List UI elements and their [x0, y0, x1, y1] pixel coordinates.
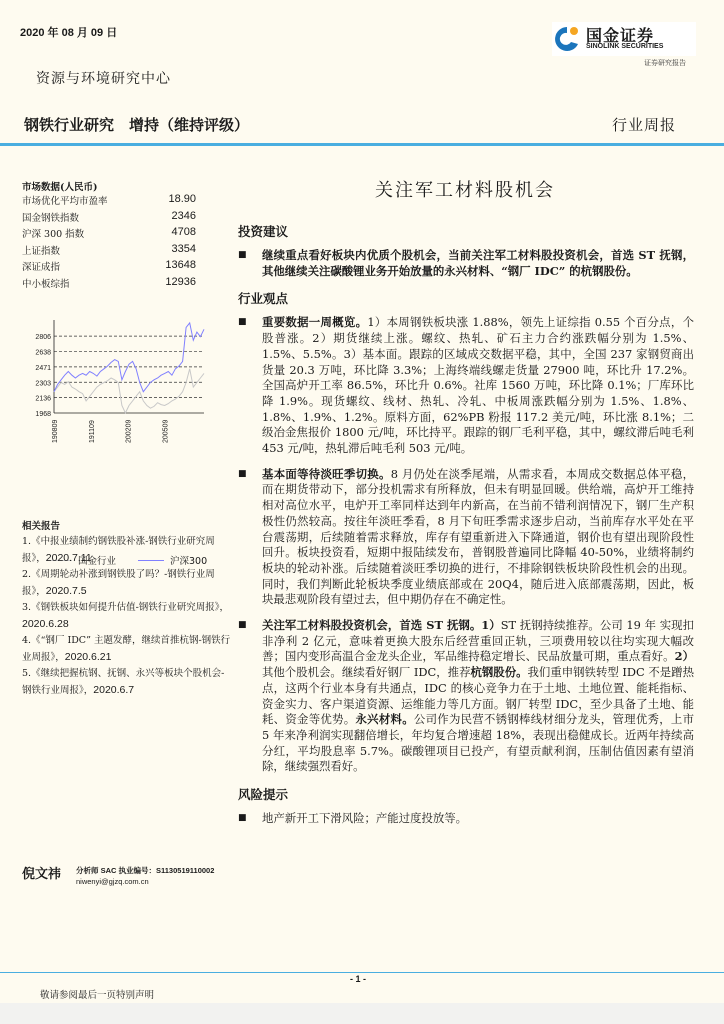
related-reports-title: 相关报告 [22, 521, 61, 532]
bold-text: 继续重点看好板块内优质个股机会，当前关注军工材料股投资机会，首选 ST 抚钢，其他继续关注碳酸锂业务开始放量的永兴材料、“钢厂 IDC” 的杭钢股份。 [262, 248, 694, 278]
report-date: 2020 年 08 月 09 日 [20, 27, 118, 39]
related-report-item[interactable]: 4.《“钢厂 IDC” 主题发酵，继续首推杭钢-钢铁行业周报》，2020.6.21 [22, 635, 231, 663]
index-line-chart [14, 318, 214, 468]
report-type: 行业周报 [612, 116, 677, 134]
logo-mark-icon [554, 24, 580, 54]
report-headline: 钢铁行业研究 增持（维持评级） [24, 116, 250, 134]
footer-divider [0, 972, 724, 973]
header-divider [0, 143, 724, 146]
related-report-item[interactable]: 1.《中报业绩制约钢铁股补涨-钢铁行业研究周报》，2020.7.11 [22, 536, 215, 564]
bullet-paragraph [238, 811, 694, 827]
body-text: 公司作为民营不锈钢棒线材细分龙头，管理优秀，上市 5 年来净利润实现翻倍增长，年均复合增速超 18%，表现出稳健成长。近两年持续高分红，平均股息率 5.7%。碳酸锂项目已投产，有望贡献利润，压制估值因素有望消除，继续强烈看好。 [262, 712, 694, 774]
research-center: 资源与环境研究中心 [36, 71, 171, 87]
y-tick-label: 2806 [35, 334, 51, 342]
body-text: 其他个股机会。继续看好钢厂 IDC，推荐 [262, 665, 471, 680]
bullet-paragraph [238, 248, 694, 279]
legend-label-hs300: 沪深300 [170, 556, 208, 567]
series-line-hs300 [54, 323, 204, 392]
body-text: 1）本周钢铁板块涨 1.88%，领先上证综指 0.55 个百分点，个股普涨。2）期货继续上涨。螺纹、热轧、矿石主力合约涨跌幅分别为 1.5%、1.5%、5.5%。3）基本面。跟踪的区域成交数据平稳，其中，全国 237 家钢贸商出货量 20.3 万吨，环比降 3.3%；上海终端线螺走货量 27900 吨，环比升 17.2%。全国高炉开工率 86.5%，环比升 0.6%。社库 1560 万吨，环比降 0.1%；厂库环比降 1.9%。现货螺纹、线材、热轧、冷轧、中板周涨跌幅分别为 1.5%、1.8%、1.8%、1.9%、1.2%。原料方面，62%PB 粉报 117.2 美元/吨，环比涨 8.1%；二级冶金焦报价 1800 元/吨，环比持平。跟踪的钢厂毛利平稳，其中，螺纹滞后吨毛利 453 元/吨，热轧滞后吨毛利 503 元/吨。 [262, 315, 694, 456]
disclaimer-note: 敬请参阅最后一页特别声明 [40, 990, 155, 1001]
x-tick-label: 200209 [125, 419, 133, 443]
body-text: 8 月仍处在淡季尾端，从需求看，本周成交数据总体平稳，而在期货带动下，部分投机需求有所释放，但未有明显回暖。供给端，高炉开工维持相对高位水平，电炉开工率同样达到年内新高，在当前不错利润情况下，钢厂生产积极性仍然较高。按往年淡旺季看，8 月下旬旺季需求逐步启动，当前库存水平处在平台震荡期，后续随着需求释放，库存有望重新进入下降通道，钢价也有望出现阶段性回升。板块投资看，短期中报陆续发布，普钢股普遍同比降幅 40-50%，业绩将制约板块的轮动补涨。后续随着淡旺季切换的进行，不排除钢铁板块阶段性机会的出现。同时，我们判断此轮板块季度业绩底部或在 20Q4，随后进入底部震荡期，因此，板块最悲观阶段有望过去，但中期仍存在不确定性。 [262, 466, 694, 607]
section-investment-advice: 投资建议 [238, 224, 289, 239]
bullet-square-icon: ■ [238, 620, 247, 631]
main-title: 关注军工材料股机会 [375, 180, 555, 201]
legend-label-industry: 国金行业 [78, 556, 117, 567]
author-name: 倪文祎 [22, 867, 62, 882]
bullet-square-icon: ■ [238, 813, 247, 824]
x-tick-label: 190809 [52, 419, 59, 443]
logo-subtitle: 证券研究报告 [644, 59, 686, 67]
market-data-row [22, 210, 196, 224]
bold-text: 关注军工材料股投资机会，首选 ST 抚钢。1） [262, 618, 501, 633]
market-data-row [22, 276, 196, 290]
related-report-item[interactable]: 2.《周期轮动补涨到钢铁股了吗？-钢铁行业周报》，2020.7.5 [22, 569, 215, 597]
market-data-label: 沪深 300 指数 [22, 229, 85, 240]
body-text: ST 抚钢持续推荐。公司 19 年 实现扣非净利 2 亿元，意味着更换大股东后经营重回正轨，三项费用较以往均实现大幅改善；国内变形高温合金龙头企业，军品维持稳定增长、民品放量可期，重点看好。 [262, 618, 694, 664]
bullet-paragraph [238, 618, 694, 775]
y-tick-label: 2136 [35, 395, 51, 403]
author-email[interactable]: niwenyi@gjzq.com.cn [76, 877, 149, 886]
market-data-row [22, 193, 196, 207]
body-text: 我们重申钢铁转型 IDC 不是蹭热点，这两个行业本身有共通点，IDC 的核心竞争力在于土地、土地位置、能耗指标、资金实力、客户渠道资源、运维能力等几方面。钢厂转型 IDC，至少具备了土地、能耗、资金等优势。 [262, 665, 694, 727]
bullet-square-icon: ■ [238, 468, 247, 479]
market-data-label: 市场优化平均市盈率 [22, 196, 108, 207]
market-data-value: 13648 [165, 259, 196, 271]
section-industry-view: 行业观点 [238, 291, 289, 307]
x-tick-label: 191109 [88, 420, 96, 443]
bullet-square-icon: ■ [238, 317, 247, 328]
related-reports-list [22, 534, 232, 699]
market-data-title: 市场数据(人民币) [22, 182, 98, 193]
market-data-row [22, 226, 196, 240]
market-data-label: 深证成指 [22, 262, 61, 273]
page-number: - 1 - [350, 974, 367, 984]
y-tick-label: 2471 [35, 364, 51, 372]
market-data-value: 18.90 [168, 193, 196, 205]
sinolink-logo [552, 22, 696, 56]
market-data-value: 2346 [171, 209, 196, 222]
market-data-row [22, 259, 196, 273]
market-data-row [22, 243, 196, 257]
related-report-item[interactable]: 5.《继续把握杭钢、抚钢、永兴等板块个股机会-钢铁行业周报》，2020.6.7 [22, 668, 225, 696]
market-data-value: 3354 [171, 242, 196, 255]
bold-text: 2） [674, 649, 694, 664]
bullet-paragraph [238, 467, 694, 608]
x-tick-label: 200509 [162, 419, 170, 443]
section-risk: 风险提示 [238, 787, 289, 803]
author-info [76, 865, 214, 887]
market-data-value: 4708 [171, 226, 196, 238]
market-data-value: 12936 [165, 275, 196, 288]
market-data-label: 国金钢铁指数 [22, 212, 80, 224]
bullet-paragraph [238, 315, 694, 456]
market-data-label: 上证指数 [22, 245, 61, 257]
main-content [238, 222, 694, 837]
y-tick-label: 2638 [35, 349, 51, 357]
series-line-industry [54, 369, 204, 413]
author-cert: 分析师 SAC 执业编号：S1130519110002 [76, 866, 215, 875]
bullet-square-icon: ■ [238, 250, 247, 260]
related-report-item[interactable]: 3.《钢铁板块如何提升估值-钢铁行业研究周报》，2020.6.28 [22, 602, 230, 630]
body-text: 地产新开工下滑风险；产能过度投放等。 [262, 811, 468, 826]
logo-text-cn: 国金证券 [586, 26, 655, 45]
bold-text: 杭钢股份。 [470, 665, 528, 680]
y-tick-label: 1968 [35, 411, 51, 418]
bold-text: 基本面等待淡旺季切换。 [262, 466, 391, 481]
y-tick-label: 2303 [35, 380, 51, 388]
logo-text-en: SINOLINK SECURITIES [586, 43, 664, 50]
bold-text: 永兴材料。 [355, 712, 414, 727]
market-data-label: 中小板综指 [22, 278, 70, 290]
bold-text: 重要数据一周概览。 [262, 315, 368, 330]
